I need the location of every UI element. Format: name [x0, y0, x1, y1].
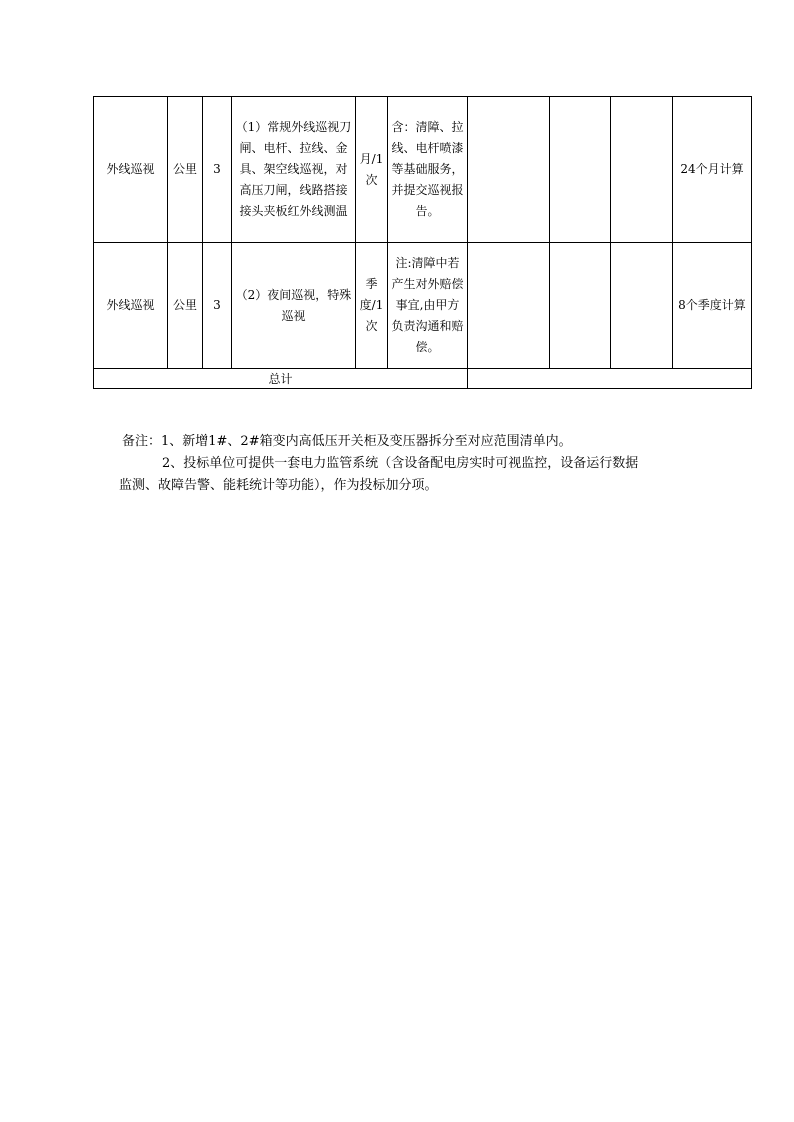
- remark-cell: 含：清障、拉线、电杆喷漆等基础服务，并提交巡视报告。: [388, 97, 468, 243]
- empty-cell: [550, 243, 611, 369]
- item-cell: 外线巡视: [94, 243, 168, 369]
- quantity-cell: 3: [203, 97, 232, 243]
- empty-cell: [550, 97, 611, 243]
- quantity-cell: 3: [203, 243, 232, 369]
- total-row: [94, 369, 752, 389]
- total-label: 总计: [94, 369, 468, 389]
- empty-cell: [468, 97, 550, 243]
- content-cell: （1）常规外线巡视刀闸、电杆、拉线、金具、架空线巡视，对高压刀闸，线路搭接接头夹板红外线测温: [232, 97, 356, 243]
- note-line-2: 2、投标单位可提供一套电力监管系统（含设备配电房实时可视监控，设备运行数据: [162, 456, 639, 471]
- note-line-3: 监测、故障告警、能耗统计等功能），作为投标加分项。: [119, 478, 438, 493]
- frequency-cell: 季度/1次: [356, 243, 388, 369]
- table-row: [94, 243, 752, 369]
- total-value: [468, 369, 752, 389]
- service-table: [93, 96, 752, 389]
- empty-cell: [611, 243, 673, 369]
- empty-cell: [611, 97, 673, 243]
- frequency-cell: 月/1次: [356, 97, 388, 243]
- table-row: [94, 97, 752, 243]
- content-cell: （2）夜间巡视，特殊巡视: [232, 243, 356, 369]
- remark-cell: 注:清障中若产生对外赔偿事宜,由甲方负责沟通和赔偿。: [388, 243, 468, 369]
- unit-cell: 公里: [168, 97, 203, 243]
- period-cell: 8个季度计算: [673, 243, 752, 369]
- unit-cell: 公里: [168, 243, 203, 369]
- notes-section: [119, 431, 692, 497]
- period-cell: 24个月计算: [673, 97, 752, 243]
- item-cell: 外线巡视: [94, 97, 168, 243]
- empty-cell: [468, 243, 550, 369]
- note-line-1: 备注：1、新增1#、2#箱变内高低压开关柜及变压器拆分至对应范围清单内。: [122, 434, 572, 449]
